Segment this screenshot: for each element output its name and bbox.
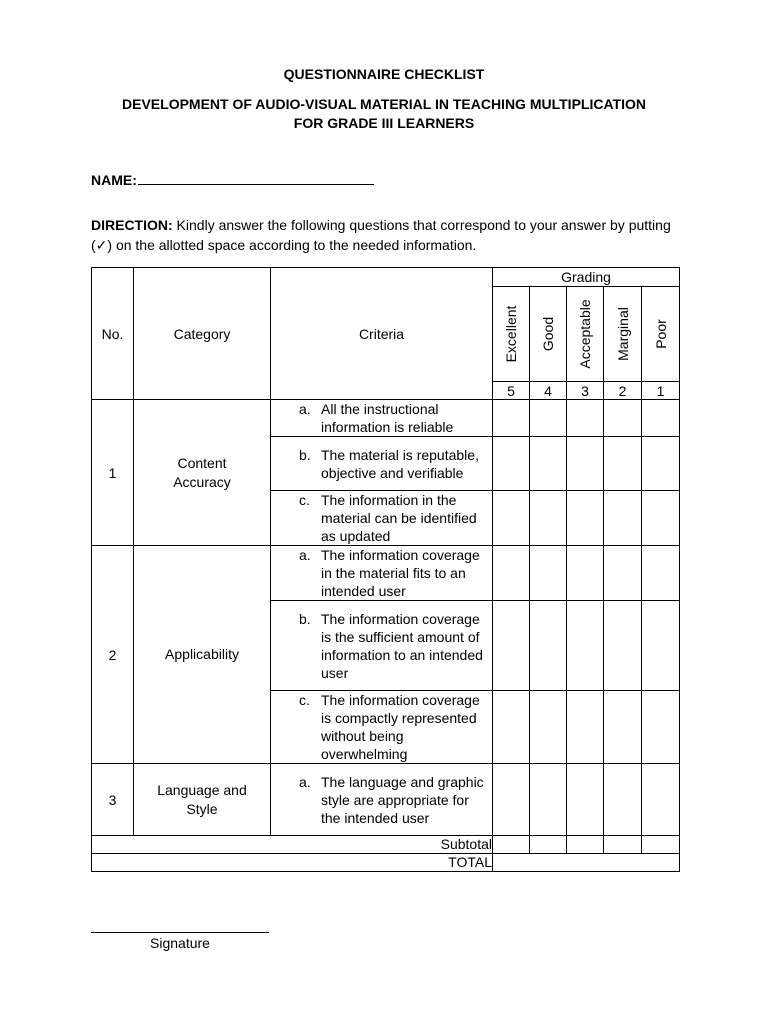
grade-label: Poor xyxy=(652,319,669,349)
category-text: Applicability xyxy=(165,646,239,662)
grade-checkbox-cell[interactable] xyxy=(567,400,604,437)
name-blank[interactable] xyxy=(138,170,374,185)
grade-checkbox-cell[interactable] xyxy=(493,601,530,691)
direction-label: DIRECTION: xyxy=(91,217,173,233)
grade-checkbox-cell[interactable] xyxy=(567,764,604,836)
subtotal-row xyxy=(92,836,680,854)
grade-checkbox-cell[interactable] xyxy=(604,546,642,601)
criteria-row xyxy=(92,764,680,836)
criteria-cell xyxy=(271,437,493,491)
grade-checkbox-cell[interactable] xyxy=(493,546,530,601)
subtotal-cell[interactable] xyxy=(567,836,604,854)
criteria-text: The information coverage is compactly represented without being overwhelming xyxy=(321,692,480,762)
grade-checkbox-cell[interactable] xyxy=(642,437,680,491)
criteria-letter: a. xyxy=(299,401,311,417)
criteria-text: All the instructional information is reliable xyxy=(321,401,454,435)
grade-checkbox-cell[interactable] xyxy=(567,601,604,691)
total-cell[interactable] xyxy=(493,854,680,872)
grade-score: 5 xyxy=(493,382,530,400)
grade-checkbox-cell[interactable] xyxy=(567,491,604,546)
subtotal-cell[interactable] xyxy=(493,836,530,854)
grade-score: 4 xyxy=(530,382,567,400)
grade-score: 1 xyxy=(642,382,680,400)
grade-score: 3 xyxy=(567,382,604,400)
signature-line[interactable] xyxy=(91,932,269,933)
grade-checkbox-cell[interactable] xyxy=(493,764,530,836)
header-row xyxy=(92,268,680,287)
name-label: NAME: xyxy=(91,172,137,188)
criteria-row xyxy=(92,400,680,437)
grade-checkbox-cell[interactable] xyxy=(642,400,680,437)
criteria-letter: a. xyxy=(299,547,311,563)
criteria-cell xyxy=(271,601,493,691)
grade-checkbox-cell[interactable] xyxy=(530,491,567,546)
grade-checkbox-cell[interactable] xyxy=(530,437,567,491)
grade-checkbox-cell[interactable] xyxy=(642,691,680,764)
criteria-item xyxy=(271,446,492,482)
criteria-cell xyxy=(271,546,493,601)
subtitle-line-1: DEVELOPMENT OF AUDIO-VISUAL MATERIAL IN TEACHING MULTIPLICATION xyxy=(122,96,646,112)
grade-label: Acceptable xyxy=(577,299,593,369)
section-number: 1 xyxy=(92,400,134,546)
page-title: QUESTIONNAIRE CHECKLIST xyxy=(283,66,485,82)
grade-checkbox-cell[interactable] xyxy=(493,437,530,491)
section-category xyxy=(134,764,271,836)
grade-checkbox-cell[interactable] xyxy=(530,400,567,437)
page-subtitle xyxy=(0,95,768,133)
criteria-text: The material is reputable, objective and verifiable xyxy=(321,446,479,481)
criteria-letter: c. xyxy=(299,492,310,508)
grade-label-cell xyxy=(642,287,680,382)
grade-checkbox-cell[interactable] xyxy=(493,400,530,437)
header-grading: Grading xyxy=(493,268,680,287)
grade-checkbox-cell[interactable] xyxy=(642,546,680,601)
grade-label-wrap xyxy=(530,287,566,381)
subtotal-cell[interactable] xyxy=(530,836,567,854)
direction-text: Kindly answer the following questions that correspond to your answer by putting (✓) on the allotted space according to the needed information. xyxy=(91,217,671,253)
criteria-cell xyxy=(271,764,493,836)
grade-checkbox-cell[interactable] xyxy=(493,691,530,764)
grade-checkbox-cell[interactable] xyxy=(604,400,642,437)
grade-label-wrap xyxy=(642,287,679,381)
criteria-item xyxy=(271,491,492,545)
grade-label: Excellent xyxy=(503,305,519,363)
subtotal-cell[interactable] xyxy=(604,836,642,854)
grade-checkbox-cell[interactable] xyxy=(642,491,680,546)
grade-label-wrap xyxy=(493,287,529,381)
subtotal-cell[interactable] xyxy=(642,836,680,854)
grade-checkbox-cell[interactable] xyxy=(530,546,567,601)
direction-paragraph xyxy=(91,215,681,255)
criteria-item xyxy=(271,546,492,600)
section-category xyxy=(134,546,271,764)
grade-label-cell xyxy=(567,287,604,382)
criteria-letter: b. xyxy=(299,446,311,463)
criteria-text: The information coverage in the material fits to an intended user xyxy=(321,547,480,599)
grade-label-wrap xyxy=(567,287,603,381)
checklist-table xyxy=(91,267,680,872)
criteria-row xyxy=(92,546,680,601)
grade-checkbox-cell[interactable] xyxy=(530,601,567,691)
criteria-text: The information in the material can be identified as updated xyxy=(321,492,477,544)
criteria-cell xyxy=(271,400,493,437)
section-number: 3 xyxy=(92,764,134,836)
total-label: TOTAL xyxy=(92,854,493,872)
grade-label-wrap xyxy=(604,287,641,381)
grade-checkbox-cell[interactable] xyxy=(604,601,642,691)
criteria-cell xyxy=(271,491,493,546)
signature-label: Signature xyxy=(150,935,210,951)
grade-checkbox-cell[interactable] xyxy=(530,691,567,764)
criteria-letter: b. xyxy=(299,610,311,627)
criteria-item xyxy=(271,691,492,763)
name-field xyxy=(91,170,374,188)
grade-score: 2 xyxy=(604,382,642,400)
header-criteria: Criteria xyxy=(271,268,493,400)
category-text: Language and Style xyxy=(157,781,247,817)
criteria-item xyxy=(271,400,492,436)
header-category: Category xyxy=(134,268,271,400)
criteria-letter: c. xyxy=(299,692,310,708)
criteria-text: The language and graphic style are appropriate for the intended user xyxy=(321,773,484,826)
grade-checkbox-cell[interactable] xyxy=(604,437,642,491)
subtotal-label: Subtotal xyxy=(92,836,493,854)
subtitle-line-2: FOR GRADE III LEARNERS xyxy=(293,115,475,131)
grade-checkbox-cell[interactable] xyxy=(567,546,604,601)
criteria-letter: a. xyxy=(299,773,311,790)
grade-label-cell xyxy=(493,287,530,382)
grade-label-cell xyxy=(530,287,567,382)
grade-checkbox-cell[interactable] xyxy=(604,691,642,764)
grade-checkbox-cell[interactable] xyxy=(604,764,642,836)
criteria-item xyxy=(271,773,492,827)
category-text: Content Accuracy xyxy=(173,454,231,490)
section-number: 2 xyxy=(92,546,134,764)
grade-checkbox-cell[interactable] xyxy=(493,491,530,546)
criteria-item xyxy=(271,610,492,682)
grade-label: Good xyxy=(540,316,556,352)
total-row xyxy=(92,854,680,872)
section-category xyxy=(134,400,271,546)
grade-checkbox-cell[interactable] xyxy=(567,691,604,764)
grade-checkbox-cell[interactable] xyxy=(604,491,642,546)
criteria-text: The information coverage is the sufficient amount of information to an intended user xyxy=(321,610,483,681)
grade-checkbox-cell[interactable] xyxy=(530,764,567,836)
criteria-cell xyxy=(271,691,493,764)
grade-checkbox-cell[interactable] xyxy=(567,437,604,491)
grade-checkbox-cell[interactable] xyxy=(642,601,680,691)
header-no: No. xyxy=(92,268,134,400)
grade-checkbox-cell[interactable] xyxy=(642,764,680,836)
grade-label-cell xyxy=(604,287,642,382)
grade-label: Marginal xyxy=(614,307,631,361)
